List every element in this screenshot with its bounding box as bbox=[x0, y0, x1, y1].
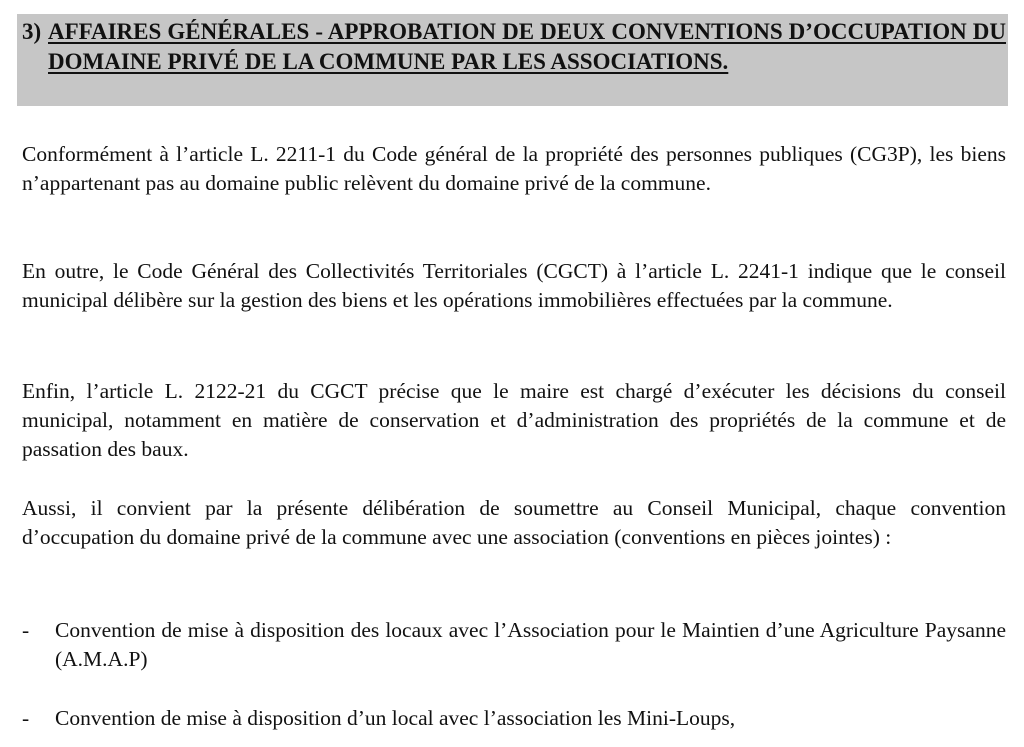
paragraph-cg3p: Conformément à l’article L. 2211-1 du Code général de la propriété des personnes publiques (CG3P), les biens n’appartenant pas au domaine public relèvent du domaine privé de la commune. bbox=[22, 142, 1006, 195]
list-item-amap: Convention de mise à disposition des locaux avec l’Association pour le Maintien d’une Agriculture Paysanne (A.M.A.P) bbox=[55, 618, 1006, 671]
list-bullet-dash: - bbox=[22, 618, 30, 642]
list-item-mini-loups: Convention de mise à disposition d’un local avec l’association les Mini-Loups, bbox=[55, 706, 736, 730]
section-number: 3) bbox=[22, 19, 42, 44]
paragraph-cgct: En outre, le Code Général des Collectivités Territoriales (CGCT) à l’article L. 2241-1 indique que le conseil municipal délibère sur la gestion des biens et les opérations immobilières effectuées par la commune. bbox=[22, 259, 1006, 312]
list-bullet-dash: - bbox=[22, 706, 30, 730]
paragraph-maire: Enfin, l’article L. 2122-21 du CGCT précise que le maire est chargé d’exécuter les décisions du conseil municipal, notamment en matière de conservation et d’administration des propriétés de la commune et de passation des baux. bbox=[22, 379, 1006, 461]
section-title: AFFAIRES GÉNÉRALES - APPROBATION DE DEUX CONVENTIONS D’OCCUPATION DU DOMAINE PRIVÉ DE LA COMMUNE PAR LES ASSOCIATIONS. bbox=[48, 19, 1006, 74]
paragraph-deliberation: Aussi, il convient par la présente délibération de soumettre au Conseil Municipal, chaque convention d’occupation du domaine privé de la commune avec une association (conventions en pièces jointes) : bbox=[22, 496, 1006, 549]
